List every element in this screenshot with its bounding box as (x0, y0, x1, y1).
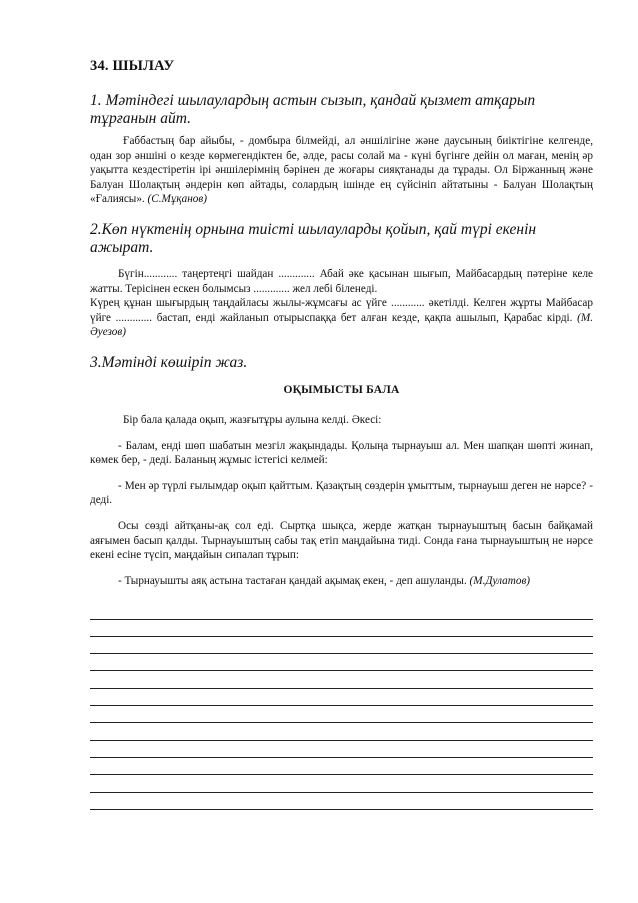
task-1-text (90, 134, 593, 207)
writing-line[interactable] (90, 706, 593, 723)
page-title: 34. ШЫЛАУ (90, 58, 175, 74)
writing-line[interactable] (90, 654, 593, 671)
writing-line[interactable] (90, 671, 593, 688)
story-paragraph-text: - Тырнауышты аяқ астына тастаған қандай ақымақ екен, - деп ашуланды. (118, 574, 467, 587)
writing-line[interactable] (90, 723, 593, 740)
writing-line[interactable] (90, 741, 593, 758)
story-paragraph: - Балам, енді шөп шабатын мезгіл жақындады. Қолыңа тырнауыш ал. Мен шапқан шөпті жинап, көмек бер, - деді. Баланың жұмыс істегісі келмей: (90, 439, 593, 467)
task-2-line-2-text: Күрең құнан шығырдың таңдайласы жылы-жұмсағы ас үйге ............ әкетілді. Келген жұрты Майбасар үйге ............. бастап, енді жайланып отырыспаққа бет алған кезде, қақпа ашылып, Қарабас кірді. (90, 297, 593, 324)
task-2-instruction: 2.Көп нүктенің орнына тиісті шылауларды қойып, қай түрі екенін ажырат. (90, 220, 537, 256)
writing-line[interactable] (90, 602, 593, 619)
writing-line[interactable] (90, 689, 593, 706)
writing-line[interactable] (90, 775, 593, 792)
writing-line[interactable] (90, 637, 593, 654)
writing-line[interactable] (90, 758, 593, 775)
task-2-line-2 (90, 296, 593, 340)
task-1-source: (С.Мұқанов) (147, 193, 207, 206)
writing-line[interactable] (90, 793, 593, 810)
worksheet-page (90, 58, 593, 810)
task-1-instruction: 1. Мәтіндегі шылаулардың астын сызып, қандай қызмет атқарып тұрғанын айт. (90, 92, 536, 127)
story-paragraph: Осы сөзді айтқаны-ақ сол еді. Сыртқа шықса, жерде жатқан тырнауыштың басын байқамай аяғымен басып қалды. Тырнауыштың сабы тақ етіп маңдайына тиді. Сонда ғана тырнауыштың не нәрсе екені есіне түсіп, маңдайын сипалап тұрып: (90, 519, 593, 562)
story-paragraph: - Мен әр түрлі ғылымдар оқып қайттым. Қазақтың сөздерін ұмыттым, тырнауыш деген не нәрсе? - деді. (90, 479, 593, 507)
story-paragraph: Бір бала қалада оқып, жазғытұры аулына келді. Әкесі: (123, 413, 382, 426)
task-3-instruction: 3.Мәтінді көшіріп жаз. (90, 353, 248, 371)
writing-lines (90, 602, 593, 810)
story-title: ОҚЫМЫСТЫ БАЛА (283, 383, 400, 396)
writing-line[interactable] (90, 620, 593, 637)
task-2-line-1: Бүгін............ таңертеңгі шайдан ............. Абай әке қасынан шығып, Майбасардың пәтеріне келе жатты. Терісінен ескен болымсыз ............. жел лебі біленеді. (90, 267, 593, 295)
task-2-source: (М. Әуезов) (90, 311, 593, 339)
task-3-source: (М.Дулатов) (469, 574, 531, 587)
story-paragraph-last (90, 574, 593, 589)
task-1-body: Ғаббастың бар айыбы, - домбыра білмейді, ал әншілігіне және даусының биіктігіне келгенде, одан зор әншіні о кезде көрмегендіктен бе, әлде, расы солай ма - күні бүгінге дейін ол маған, менің әр уақытта кездестіретін ірі әншілерімнің бәрінен де жоғары сияқтанады да тұрады. Ол Біржанның және Балуан Шолақтың әндерін көп айтады, солардың ішінде ең сүйсініп айтатыны - Балуан Шолақтың «Ғалиясы». (90, 135, 593, 206)
